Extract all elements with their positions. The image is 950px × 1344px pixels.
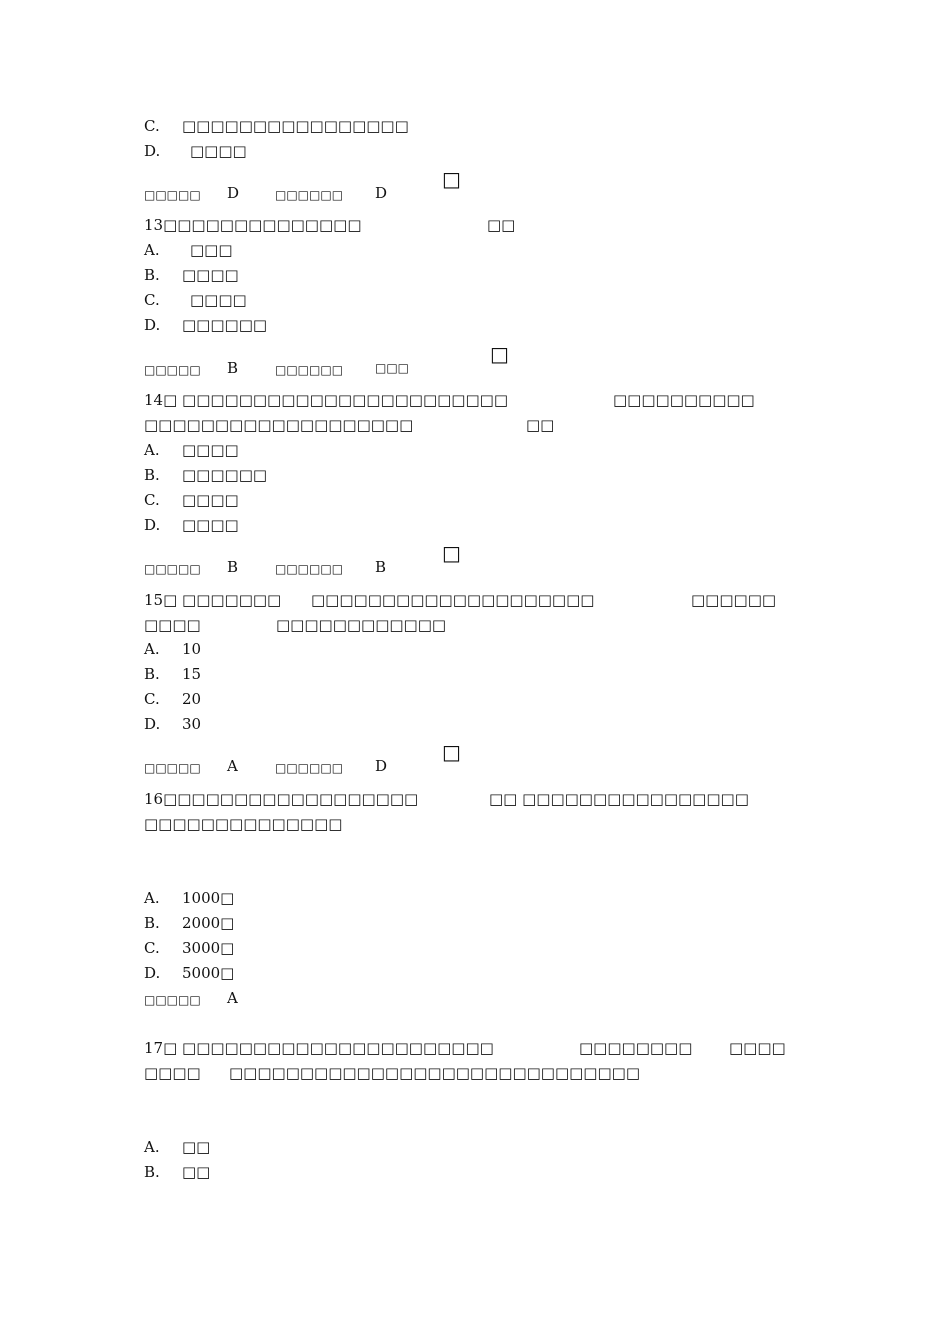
q14-option-a [144, 441, 239, 459]
q15-option-a [144, 640, 201, 658]
q16-stem-line1-tail: □□ □□□□□□□□□□□□□□□□ [489, 790, 749, 808]
q13-option-a [144, 241, 233, 259]
option-text: 15 [182, 665, 202, 683]
q16-option-c [144, 939, 234, 957]
q15-reference-answer-label: □□□□□ [144, 761, 201, 775]
option-text: □□□□ [190, 291, 247, 309]
q14-stem-line1: 14□ □□□□□□□□□□□□□□□□□□□□□□□ [144, 391, 508, 409]
option-letter: D. [144, 516, 161, 534]
q12-reference-answer-value: D [227, 184, 240, 202]
q16-stem-line2: □□□□□□□□□□□□□□ [144, 815, 343, 833]
option-text: □□□ [190, 241, 233, 259]
q17-stem-line1: 17□ □□□□□□□□□□□□□□□□□□□□□□ [144, 1039, 494, 1057]
q17-option-b [144, 1163, 210, 1181]
answer-mark-icon: □ [490, 342, 509, 366]
q14-my-answer-label: □□□□□□ [275, 562, 344, 576]
q13-reference-answer-label: □□□□□ [144, 363, 201, 377]
option-text: 30 [182, 715, 202, 733]
answer-mark-icon: □ [442, 541, 461, 565]
option-letter: D. [144, 142, 161, 160]
option-letter: B. [144, 1163, 160, 1181]
option-text: 20 [182, 690, 202, 708]
option-text: □□□□□□□□□□□□□□□□ [182, 117, 409, 135]
option-letter: A. [144, 241, 160, 259]
option-letter: B. [144, 266, 160, 284]
q16-option-a [144, 889, 234, 907]
option-letter: B. [144, 914, 160, 932]
q15-stem-line1-tail: □□□□□□ [691, 591, 777, 609]
q16-reference-answer-label: □□□□□ [144, 993, 201, 1007]
q14-reference-answer-label: □□□□□ [144, 562, 201, 576]
q15-my-answer-value: D [375, 757, 388, 775]
q15-stem-line2-tail: □□□□□□□□□□□□ [276, 616, 447, 634]
option-text: 10 [182, 640, 202, 658]
option-text: □□□□□□ [182, 316, 268, 334]
option-letter: C. [144, 690, 160, 708]
q17-stem-line1-mid: □□□□□□□□ [579, 1039, 693, 1057]
q13-my-answer-value: □□□ [375, 361, 410, 375]
q15-stem-line1: 15□ □□□□□□□ [144, 591, 282, 609]
q14-option-b [144, 466, 267, 484]
option-letter: C. [144, 291, 160, 309]
option-letter: B. [144, 665, 160, 683]
q16-option-d [144, 964, 234, 982]
q14-reference-answer-value: B [227, 558, 239, 576]
option-text: □□□□ [182, 491, 239, 509]
q13-option-c [144, 291, 247, 309]
option-letter: A. [144, 640, 160, 658]
option-text: □□□□ [182, 266, 239, 284]
option-text: 1000□ [182, 889, 235, 907]
option-text: 3000□ [182, 939, 235, 957]
q15-stem-line2: □□□□ [144, 616, 201, 634]
option-text: □□□□ [190, 142, 247, 160]
option-text: □□□□ [182, 516, 239, 534]
q12-option-c [144, 117, 409, 135]
option-text: 2000□ [182, 914, 235, 932]
q16-reference-answer-value: A [227, 989, 238, 1007]
option-letter: A. [144, 889, 160, 907]
answer-mark-icon: □ [442, 740, 461, 764]
q13-option-d [144, 316, 267, 334]
q12-reference-answer-label: □□□□□ [144, 188, 201, 202]
q15-stem-line1-mid: □□□□□□□□□□□□□□□□□□□□ [311, 591, 595, 609]
option-letter: C. [144, 491, 160, 509]
q17-option-a [144, 1138, 210, 1156]
q15-option-b [144, 665, 201, 683]
option-text: 5000□ [182, 964, 235, 982]
option-letter: D. [144, 964, 161, 982]
q14-option-c [144, 491, 239, 509]
q12-option-d [144, 142, 247, 160]
option-letter: B. [144, 466, 160, 484]
option-text: □□□□ [182, 441, 239, 459]
option-text: □□ [182, 1138, 211, 1156]
q15-option-d [144, 715, 201, 733]
q14-my-answer-value: B [375, 558, 387, 576]
answer-mark-icon: □ [442, 167, 461, 191]
q15-my-answer-label: □□□□□□ [275, 761, 344, 775]
option-letter: C. [144, 117, 160, 135]
q14-stem-line2: □□□□□□□□□□□□□□□□□□□ [144, 416, 414, 434]
q17-stem-line2-tail: □□□□□□□□□□□□□□□□□□□□□□□□□□□□□ [229, 1064, 640, 1082]
q13-stem-tail: □□ [487, 216, 516, 234]
q14-stem-line2-tail: □□ [526, 416, 555, 434]
option-text: □□ [182, 1163, 211, 1181]
q14-stem-line1-tail: □□□□□□□□□□ [613, 391, 755, 409]
q16-option-b [144, 914, 234, 932]
q12-my-answer-label: □□□□□□ [275, 188, 344, 202]
q15-option-c [144, 690, 201, 708]
option-letter: A. [144, 441, 160, 459]
option-letter: D. [144, 715, 161, 733]
q13-reference-answer-value: B [227, 359, 239, 377]
q13-stem: 13□□□□□□□□□□□□□□ [144, 216, 362, 234]
option-letter: D. [144, 316, 161, 334]
q14-option-d [144, 516, 239, 534]
q13-my-answer-label: □□□□□□ [275, 363, 344, 377]
option-letter: C. [144, 939, 160, 957]
q17-stem-line2: □□□□ [144, 1064, 201, 1082]
option-text: □□□□□□ [182, 466, 268, 484]
q12-my-answer-value: D [375, 184, 388, 202]
q15-reference-answer-value: A [227, 757, 238, 775]
q16-stem-line1: 16□□□□□□□□□□□□□□□□□□ [144, 790, 419, 808]
q17-stem-line1-tail: □□□□ [729, 1039, 786, 1057]
q13-option-b [144, 266, 239, 284]
option-letter: A. [144, 1138, 160, 1156]
